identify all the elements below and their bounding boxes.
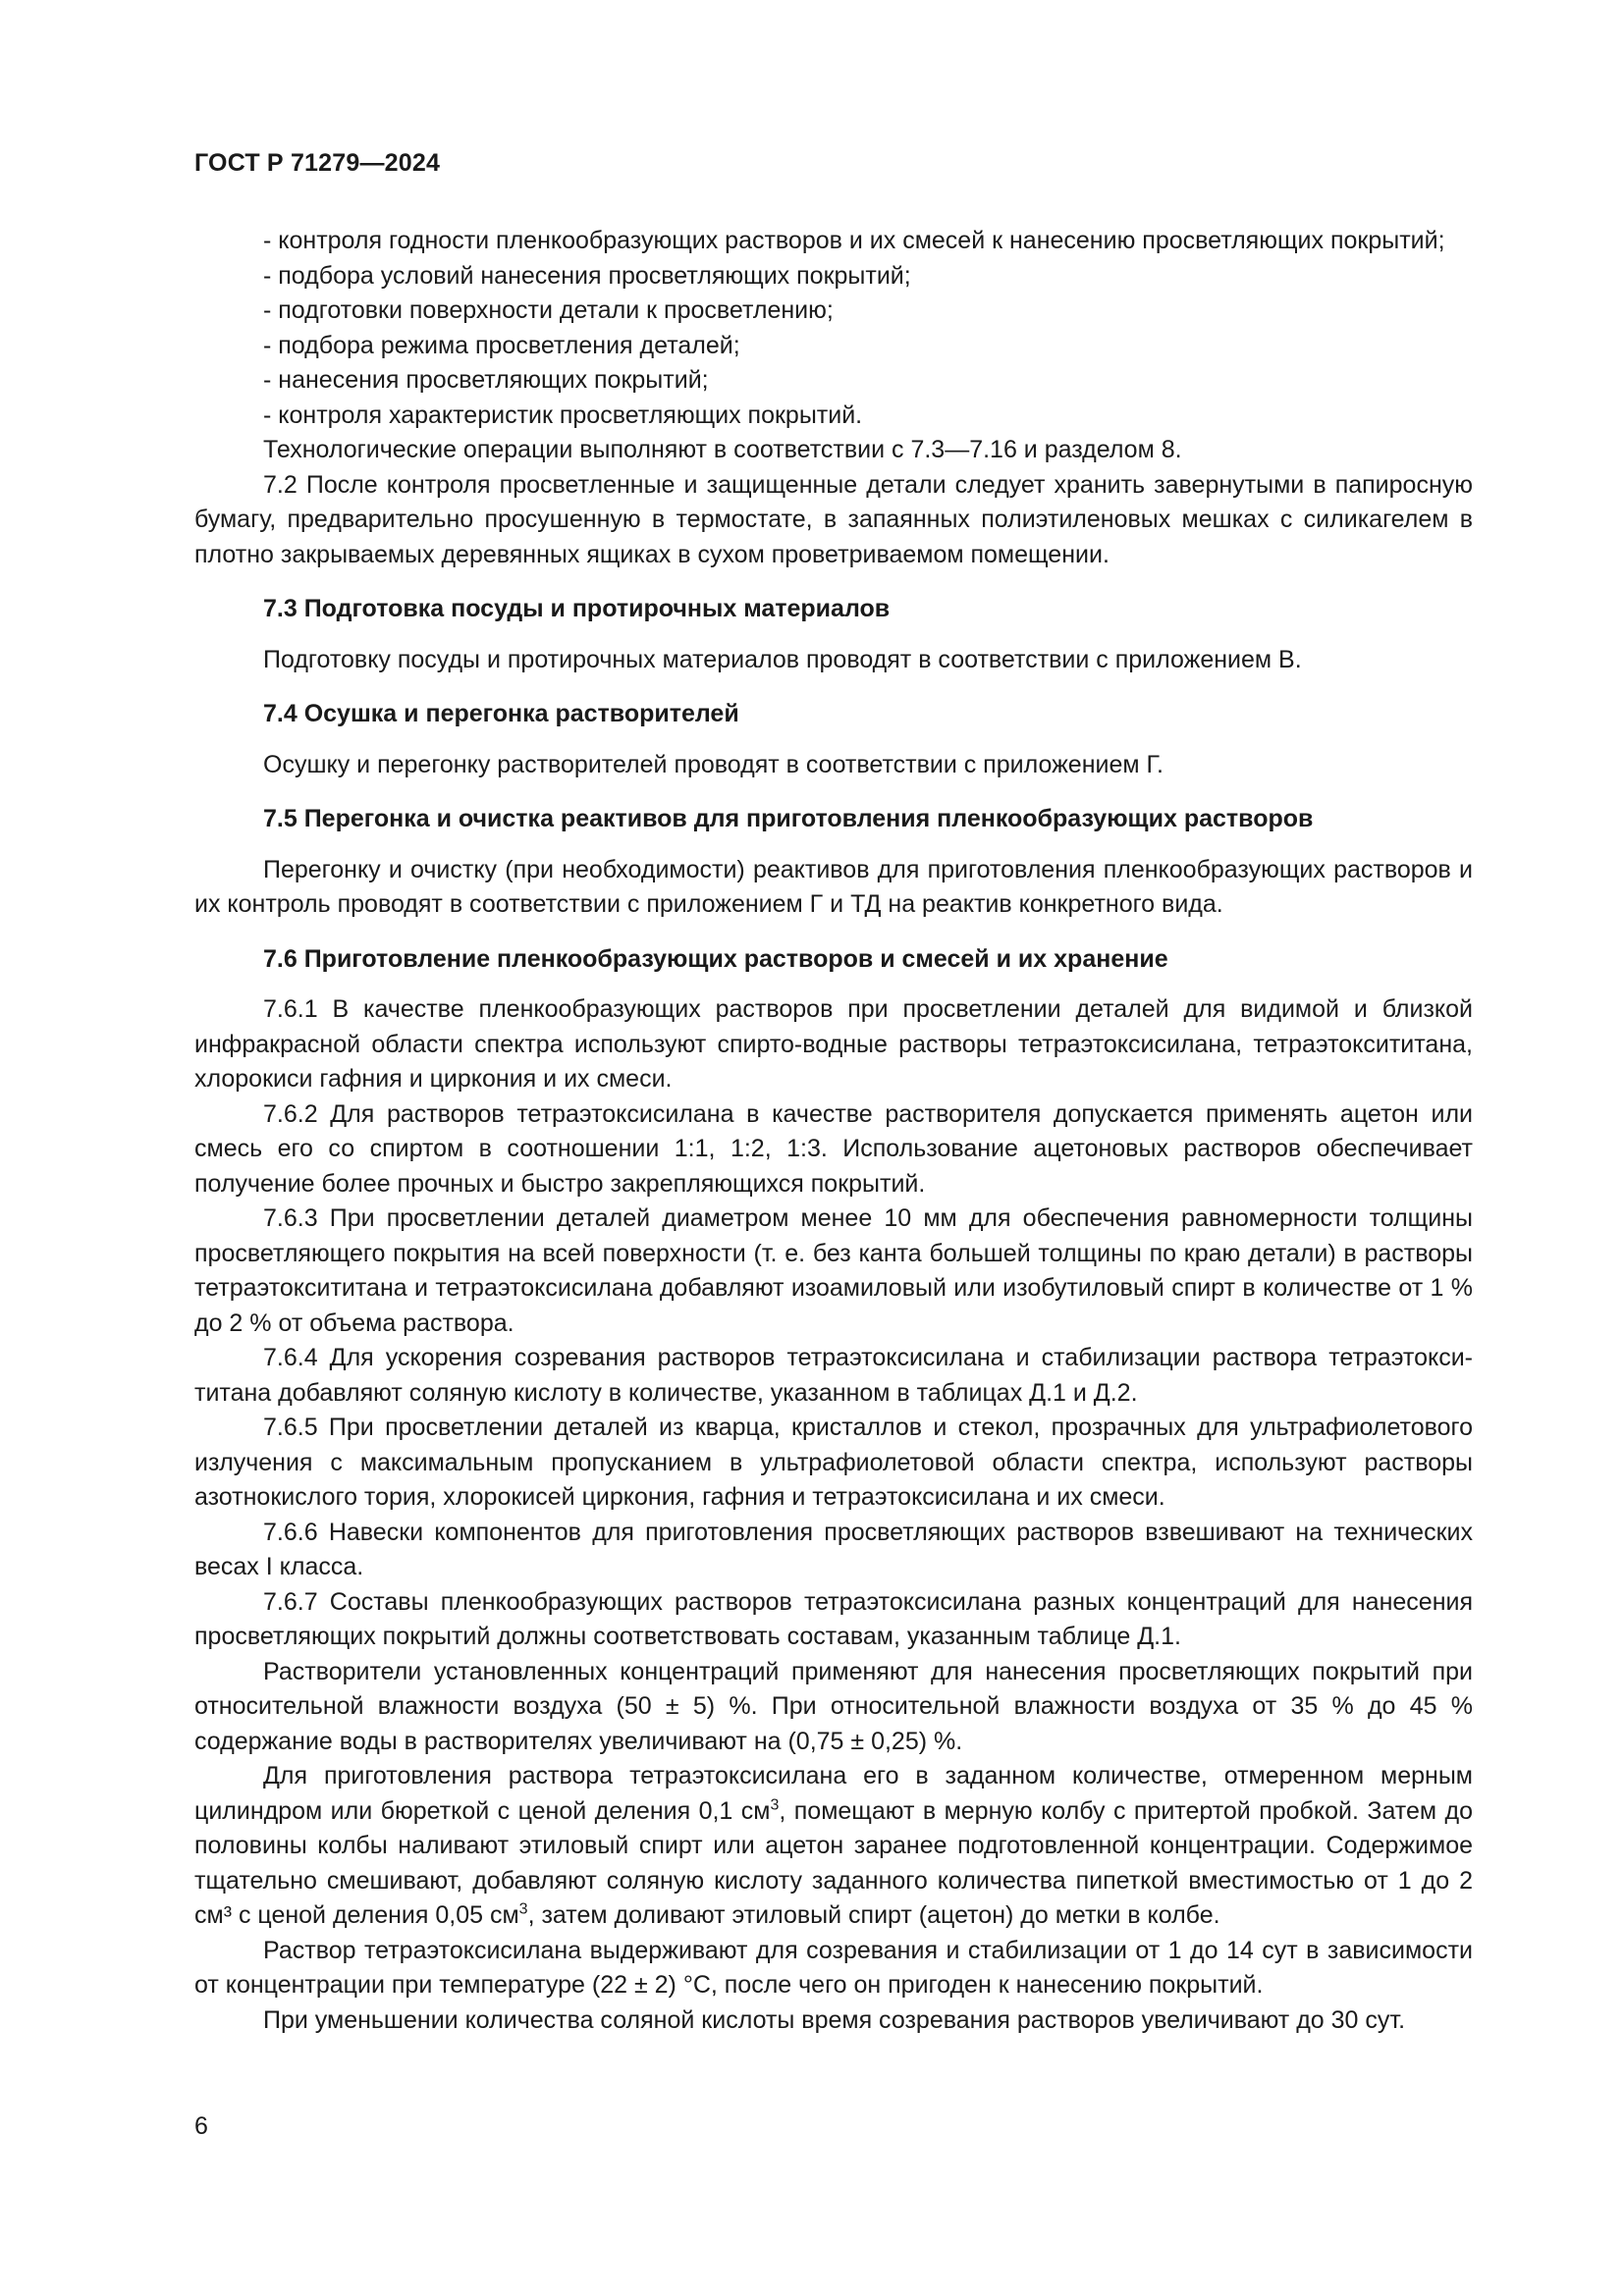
list-item: - контроля годности пленкообразующих растворов и их смесей к нанесению просветляющих покрытий; bbox=[263, 227, 1445, 254]
paragraph: Перегонку и очистку (при необходимости) реактивов для приготовления пленкообразующих растворов и их контроль проводят в соответствии с приложением Г и ТД на реактив конкретного вида. bbox=[194, 855, 1473, 918]
section-heading-7-5: 7.5 Перегонка и очистка реактивов для приготовления пленкообразующих растворов bbox=[263, 805, 1314, 832]
paragraph: Технологические операции выполняют в соответствии с 7.3—7.16 и разделом 8. bbox=[263, 436, 1182, 463]
text-run: , помещают в мерную колбу с притертой пробкой. Затем до половины колбы наливают этиловый спирт или ацетон заранее подготовленной концентрации. Содержимое тщательно смешивают, добавляют соляную кислоту заданного количества пипеткой вместимостью от 1 до 2 см³ с ценой деления 0,05 см bbox=[194, 1796, 1473, 1929]
paragraph-7-6-2: 7.6.2 Для растворов тетраэтоксисилана в качестве растворителя допускается применять ацетон или смесь его со спиртом в соотношении 1:1, 1:2, 1:3. Использование ацетоновых растворов обеспечивает получение более прочных и быстро закрепляющихся покрытий. bbox=[194, 1099, 1473, 1198]
paragraph-7-6-3: 7.6.3 При просветлении деталей диаметром менее 10 мм для обеспечения равномерности толщины просветляющего покрытия на всей поверхности (т. е. без канта большей толщины по краю детали) в растворы тетраэтоксититана и тетраэтоксисилана добавляют изоамиловый или изобутиловый спирт в количестве от 1 % до 2 % от объема раствора. bbox=[194, 1204, 1473, 1337]
paragraph-preparation bbox=[194, 1759, 1473, 1934]
paragraph-7-6-7: 7.6.7 Составы пленкообразующих растворов тетраэтоксисилана разных концентраций для нанесения просветляющих покрытий должны соответствовать составам, указанным таблице Д.1. bbox=[194, 1587, 1473, 1650]
paragraph: Осушку и перегонку растворителей проводят в соответствии с приложением Г. bbox=[263, 750, 1164, 778]
list-item: - подготовки поверхности детали к просветлению; bbox=[263, 296, 834, 324]
paragraph-7-6-1: 7.6.1 В качестве пленкообразующих растворов при просветлении деталей для видимой и близкой инфракрасной области спектра используют спирто-водные растворы тетраэтоксисилана, тетраэтоксититана, хлорокиси гафния и циркония и их смеси. bbox=[194, 995, 1473, 1093]
paragraph-7-6-4: 7.6.4 Для ускорения созревания растворов тетраэтоксисилана и стабилизации раствора тетраэтоксититана добавляют соляную кислоту в количестве, указанном в таблицах Д.1 и Д.2. bbox=[194, 1344, 1473, 1407]
paragraph: Подготовку посуды и протирочных материалов проводят в соответствии с приложением В. bbox=[263, 645, 1302, 673]
list-item: - подбора условий нанесения просветляющих покрытий; bbox=[263, 261, 911, 290]
paragraph-7-2: 7.2 После контроля просветленные и защищенные детали следует хранить завернутыми в папиросную бумагу, предварительно просушенную в термостате, в запаянных полиэтиленовых мешках с силикагелем в плотно закрываемых деревянных ящиках в сухом проветриваемом помещении. bbox=[194, 470, 1473, 568]
text-run: , затем доливают этиловый спирт (ацетон) до метки в колбе. bbox=[527, 1901, 1220, 1929]
list-item: - подбора режима просветления деталей; bbox=[263, 331, 740, 359]
paragraph: Раствор тетраэтоксисилана выдерживают для созревания и стабилизации от 1 до 14 сут в зависимости от концентрации при температуре (22 ± 2) °С, после чего он пригоден к нанесению покрытий. bbox=[194, 1936, 1473, 1999]
document-body bbox=[194, 224, 1473, 2038]
section-heading-7-6: 7.6 Приготовление пленкообразующих растворов и смесей и их хранение bbox=[263, 944, 1168, 973]
list-item: - нанесения просветляющих покрытий; bbox=[263, 366, 709, 394]
superscript: 3 bbox=[518, 1900, 528, 1918]
paragraph: Растворители установленных концентраций применяют для нанесения просветляющих покрытий при относительной влажности воздуха (50 ± 5) %. При относительной влажности воздуха от 35 % до 45 % содержание воды в растворителях увеличивают на (0,75 ± 0,25) %. bbox=[194, 1657, 1473, 1755]
page-number: 6 bbox=[194, 2112, 208, 2140]
list-item: - контроля характеристик просветляющих покрытий. bbox=[263, 400, 863, 429]
paragraph-7-6-5: 7.6.5 При просветлении деталей из кварца, кристаллов и стекол, прозрачных для ультрафиолетового излучения с максимальным пропусканием в ультрафиолетовой области спектра, используют растворы азотнокислого тория, хлорокисей циркония, гафния и тетраэтоксисилана и их смеси. bbox=[194, 1414, 1473, 1511]
section-heading-7-3: 7.3 Подготовка посуды и протирочных материалов bbox=[263, 595, 891, 622]
paragraph-7-6-6: 7.6.6 Навески компонентов для приготовления просветляющих растворов взвешивают на технических весах I класса. bbox=[194, 1518, 1473, 1580]
superscript: 3 bbox=[770, 1796, 780, 1814]
paragraph: При уменьшении количества соляной кислоты время созревания растворов увеличивают до 30 сут. bbox=[263, 2005, 1406, 2034]
section-heading-7-4: 7.4 Осушка и перегонка растворителей bbox=[263, 700, 739, 727]
document-header: ГОСТ Р 71279—2024 bbox=[194, 149, 441, 177]
text-run: Для приготовления раствора тетраэтоксисилана его в заданном количестве, отмеренном мерным цилиндром или бюреткой с ценой деления 0,1 см bbox=[194, 1762, 1473, 1825]
